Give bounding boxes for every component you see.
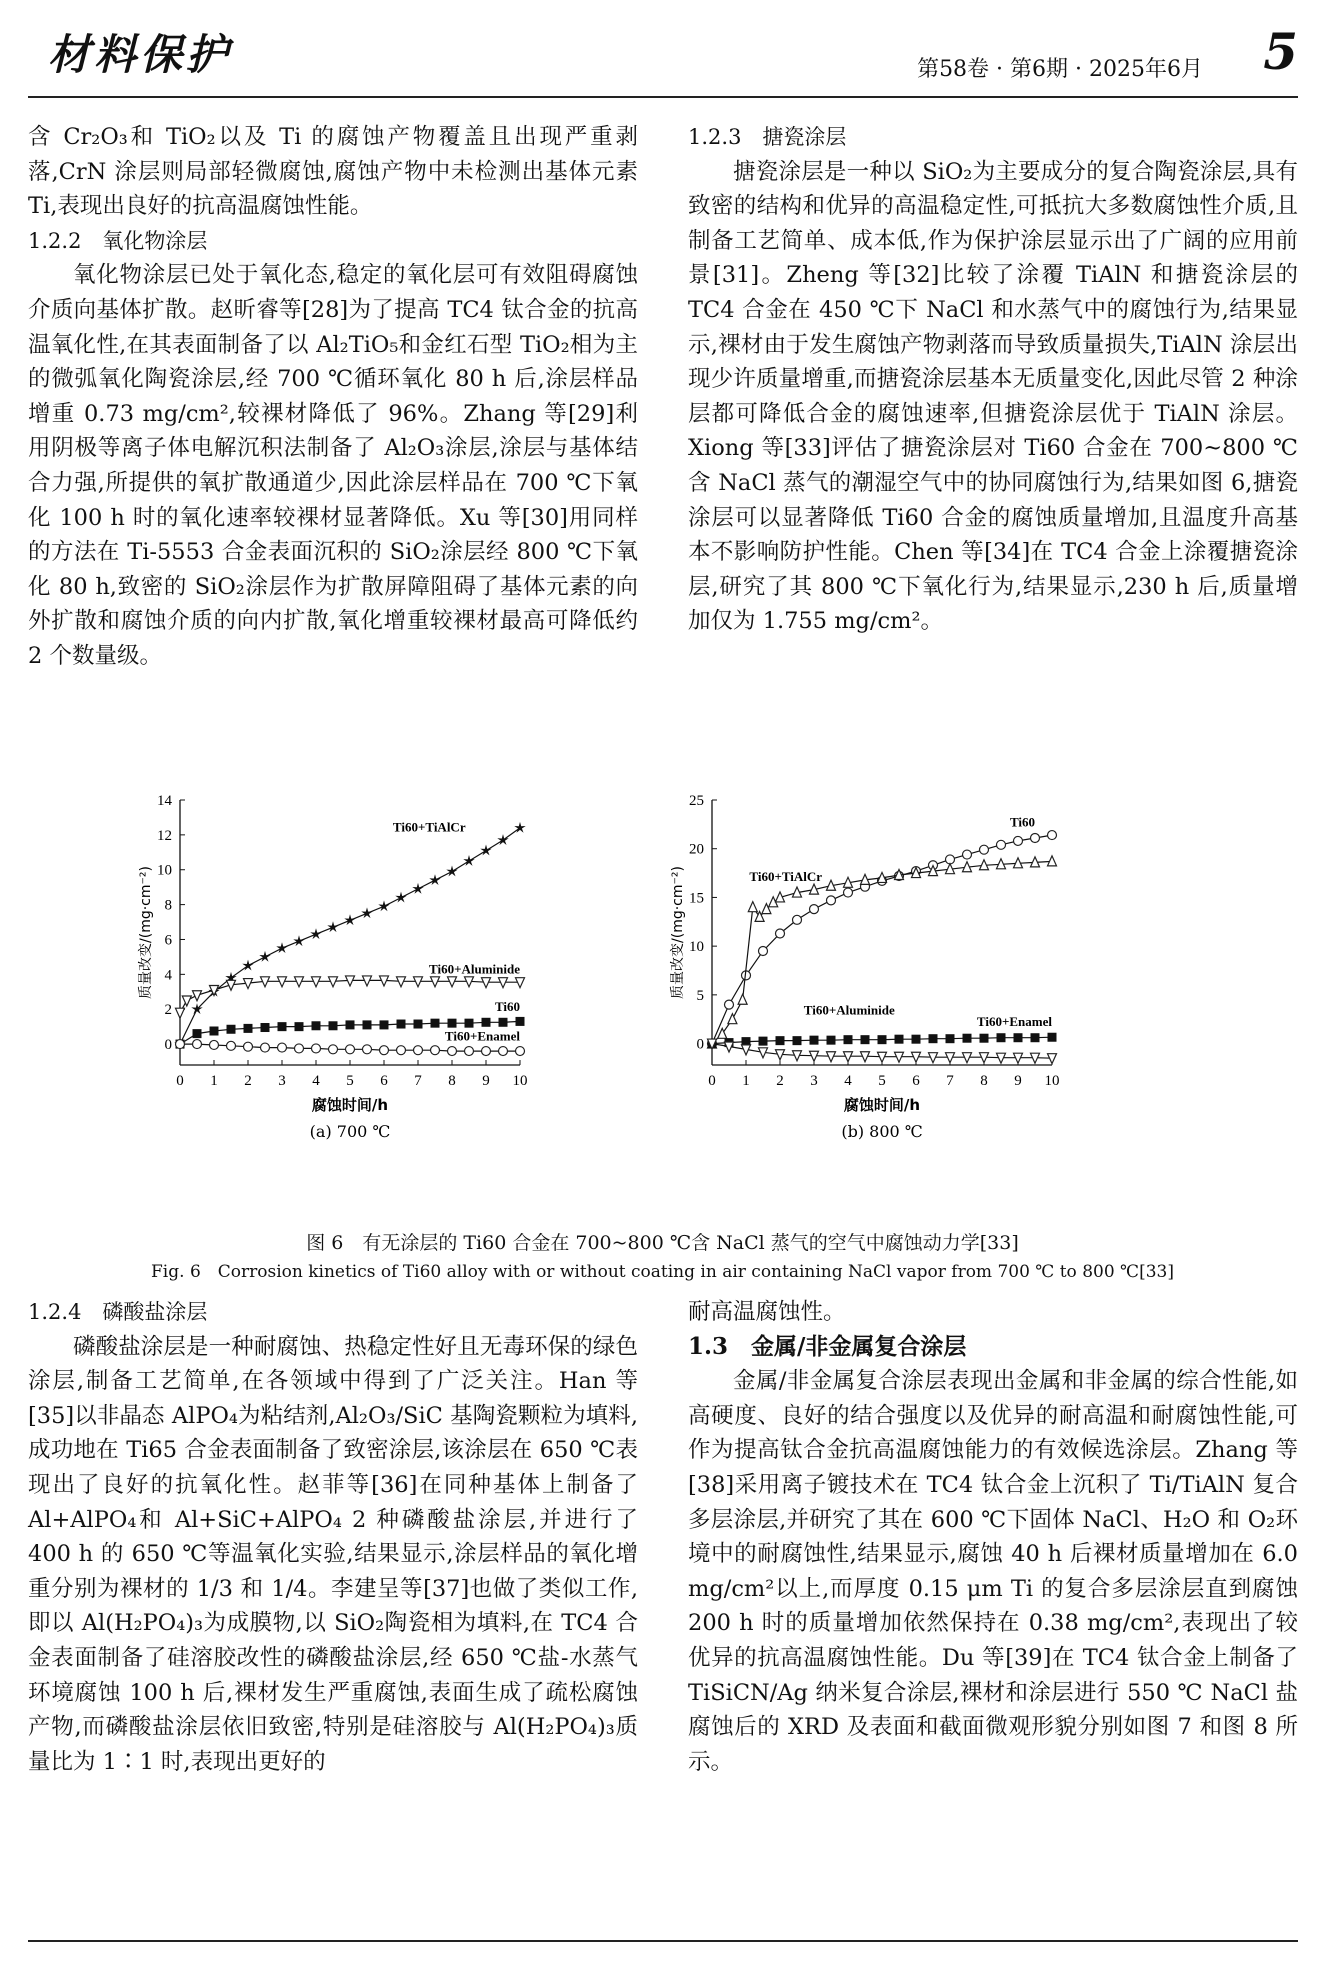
data-point bbox=[480, 845, 491, 856]
legend-label: Ti60+TiAlCr bbox=[749, 868, 823, 884]
data-point bbox=[912, 1035, 921, 1044]
x-tick-label: 9 bbox=[1014, 1073, 1022, 1089]
data-point bbox=[431, 1046, 440, 1055]
data-point bbox=[497, 834, 508, 845]
data-point bbox=[861, 1035, 870, 1044]
series-ti60-tialcr bbox=[174, 822, 525, 1049]
data-point bbox=[193, 1029, 202, 1038]
series-ti60-aluminide bbox=[176, 976, 525, 1018]
data-point bbox=[431, 1019, 440, 1028]
y-tick-label: 8 bbox=[164, 897, 172, 914]
y-axis-label: 质量改变/(mg·cm⁻²) bbox=[138, 866, 154, 999]
x-tick-label: 1 bbox=[210, 1073, 218, 1089]
data-point bbox=[278, 1022, 287, 1031]
data-point bbox=[244, 1042, 253, 1051]
data-point bbox=[327, 921, 338, 932]
data-point bbox=[844, 1035, 853, 1044]
data-point bbox=[1048, 856, 1057, 866]
paragraph: 金属/非金属复合涂层表现出金属和非金属的综合性能,如高硬度、良好的结合强度以及优异的耐高温和耐腐蚀性能,可作为提高钛合金抗高温腐蚀能力的有效候选涂层。Zhang 等[38]采用离子镀技术在 TC4 钛合金上沉积了 Ti/TiAlN 复合多层涂层,并研究了其在 600 ℃下固体 NaCl、H₂O 和 O₂环境中的耐腐蚀性,结果显示,腐蚀 40 h 后裸材质量增加在 6.0 mg/cm²以上,而厚度 0.15 μm Ti 的复合多层涂层直到腐蚀 200 h 时的质量增加依然保持在 0.38 mg/cm²,表现出了较优异的抗高温腐蚀性能。Du 等[39]在 TC4 钛合金上制备了 TiSiCN/Ag 纳米复合涂层,裸材和涂层进行 550 ℃ NaCl 盐腐蚀后的 XRD 及表面和截面微观形貌分别如图 7 和图 8 所示。 bbox=[688, 1368, 1298, 1775]
data-point bbox=[380, 1046, 389, 1055]
header-rule bbox=[28, 96, 1298, 98]
data-point bbox=[210, 1040, 219, 1049]
y-tick-label: 6 bbox=[164, 932, 172, 949]
data-point bbox=[810, 1036, 819, 1045]
section-heading: 1.2.4 磷酸盐涂层 bbox=[28, 1300, 208, 1324]
data-point bbox=[448, 1047, 457, 1056]
x-tick-label: 10 bbox=[512, 1073, 528, 1089]
x-tick-label: 7 bbox=[946, 1073, 954, 1089]
x-tick-label: 2 bbox=[776, 1073, 784, 1089]
data-point bbox=[310, 928, 321, 939]
y-tick-label: 12 bbox=[157, 827, 172, 844]
data-point bbox=[227, 1025, 236, 1034]
data-point bbox=[295, 1044, 304, 1053]
x-tick-label: 8 bbox=[448, 1073, 456, 1089]
x-tick-label: 3 bbox=[810, 1073, 818, 1089]
x-tick-label: 1 bbox=[742, 1073, 750, 1089]
data-point bbox=[499, 1047, 508, 1056]
data-point bbox=[963, 1034, 972, 1043]
legend-label: Ti60 bbox=[1009, 814, 1035, 830]
data-point bbox=[776, 1036, 785, 1045]
data-point bbox=[499, 1018, 508, 1027]
data-point bbox=[312, 1044, 321, 1053]
data-point bbox=[1031, 833, 1040, 842]
data-point bbox=[244, 1024, 253, 1033]
y-axis-label: 质量改变/(mg·cm⁻²) bbox=[670, 866, 686, 999]
data-point bbox=[878, 1035, 887, 1044]
data-point bbox=[397, 1046, 406, 1055]
x-tick-label: 9 bbox=[482, 1073, 490, 1089]
section-heading: 1.3 金属/非金属复合涂层 bbox=[688, 1332, 967, 1360]
data-point bbox=[329, 1045, 338, 1054]
data-point bbox=[276, 942, 287, 953]
data-point bbox=[259, 951, 270, 962]
y-tick-label: 25 bbox=[689, 793, 704, 809]
data-point bbox=[329, 1021, 338, 1030]
data-point bbox=[895, 1035, 904, 1044]
data-point bbox=[412, 883, 423, 894]
data-point bbox=[414, 1046, 423, 1055]
y-tick-label: 0 bbox=[164, 1037, 172, 1054]
chart-700c bbox=[138, 780, 650, 1220]
legend-label: Ti60+Enamel bbox=[444, 1028, 520, 1044]
legend-label: Ti60+Aluminide bbox=[803, 1002, 895, 1018]
page-header bbox=[28, 22, 1298, 92]
data-point bbox=[844, 888, 853, 897]
paragraph: 磷酸盐涂层是一种耐腐蚀、热稳定性好且无毒环保的绿色涂层,制备工艺简单,在各领域中得到了广泛关注。Han 等[35]以非晶态 AlPO₄为粘结剂,Al₂O₃/SiC 基陶瓷颗粒为填料,成功地在 Ti65 合金表面制备了致密涂层,该涂层在 650 ℃表现出了良好的抗氧化性。赵菲等[36]在同种基体上制备了 Al+AlPO₄和 Al+SiC+AlPO₄ 2 种磷酸盐涂层,并进行了 400 h 的 650 ℃等温氧化实验,结果显示,涂层样品的氧化增重分别为裸材的 1/3 和 1/4。李建呈等[37]也做了类似工作,即以 Al(H₂PO₄)₃为成膜物,以 SiO₂陶瓷相为填料,在 TC4 合金表面制备了硅溶胶改性的磷酸盐涂层,经 650 ℃盐-水蒸气环境腐蚀 100 h 后,裸材发生严重腐蚀,表面生成了疏松腐蚀产物,而磷酸盐涂层依旧致密,特别是硅溶胶与 Al(H₂PO₄)₃质量比为 1∶1 时,表现出更好的 bbox=[28, 1333, 638, 1775]
data-point bbox=[278, 1043, 287, 1052]
section-heading: 1.2.2 氧化物涂层 bbox=[28, 228, 208, 253]
paragraph: 耐高温腐蚀性。 bbox=[688, 1299, 846, 1325]
data-point bbox=[346, 1020, 355, 1029]
x-tick-label: 8 bbox=[980, 1073, 988, 1089]
y-tick-label: 0 bbox=[696, 1036, 704, 1053]
x-tick-label: 0 bbox=[176, 1073, 184, 1089]
data-point bbox=[293, 935, 304, 946]
data-point bbox=[397, 1020, 406, 1029]
data-point bbox=[980, 845, 989, 854]
data-point bbox=[516, 1047, 525, 1056]
data-point bbox=[261, 1023, 270, 1032]
data-point bbox=[378, 900, 389, 911]
paragraph: 氧化物涂层已处于氧化态,稳定的氧化层可有效阻碍腐蚀介质向基体扩散。赵昕睿等[28]为了提高 TC4 钛合金的抗高温氧化性,在其表面制备了以 Al₂TiO₅和金红石型 TiO₂相为主的微弧氧化陶瓷涂层,经 700 ℃循环氧化 80 h 后,涂层样品增重 0.73 mg/cm²,较裸材降低了 96%。Zhang 等[29]利用阴极等离子体电解沉积法制备了 Al₂O₃涂层,涂层与基体结合力强,所提供的氧扩散通道少,因此涂层样品在 700 ℃下氧化 100 h 时的氧化速率较裸材显著降低。Xu 等[30]用同样的方法在 Ti-5553 合金表面沉积的 SiO₂涂层经 800 ℃下氧化 80 h,致密的 SiO₂涂层作为扩散屏障阻碍了基体元素的向外扩散和腐蚀介质的向内扩散,氧化增重较裸材最高可降低约 2 个数量级。 bbox=[28, 262, 638, 669]
x-tick-label: 5 bbox=[878, 1073, 886, 1089]
data-point bbox=[793, 1036, 802, 1045]
data-point bbox=[448, 1019, 457, 1028]
chart-800c bbox=[670, 780, 1170, 1220]
y-tick-label: 14 bbox=[157, 793, 172, 809]
y-tick-label: 4 bbox=[164, 967, 172, 984]
legend-label: Ti60+Enamel bbox=[976, 1014, 1052, 1030]
y-tick-label: 15 bbox=[689, 890, 704, 907]
x-tick-label: 4 bbox=[312, 1073, 320, 1089]
data-point bbox=[380, 1020, 389, 1029]
left-column-top bbox=[28, 120, 638, 674]
data-point bbox=[361, 907, 372, 918]
data-point bbox=[793, 915, 802, 924]
y-tick-label: 10 bbox=[157, 862, 172, 879]
figure-6 bbox=[138, 780, 1175, 1260]
chart-title: (a) 700 ℃ bbox=[309, 1122, 391, 1141]
x-tick-label: 5 bbox=[346, 1073, 354, 1089]
y-tick-label: 10 bbox=[689, 939, 704, 956]
data-point bbox=[463, 855, 474, 866]
right-column-bottom bbox=[688, 1295, 1298, 1779]
data-point bbox=[759, 947, 768, 956]
data-point bbox=[210, 1027, 219, 1036]
paragraph: 搪瓷涂层是一种以 SiO₂为主要成分的复合陶瓷涂层,具有致密的结构和优异的高温稳定性,可抵抗大多数腐蚀性介质,且制备工艺简单、成本低,作为保护涂层显示出了广阔的应用前景[31]。Zheng 等[32]比较了涂覆 TiAlN 和搪瓷涂层的 TC4 合金在 450 ℃下 NaCl 和水蒸气中的腐蚀行为,结果显示,裸材由于发生腐蚀产物剥落而导致质量损失,TiAlN 涂层出现少许质量增重,而搪瓷涂层基本无质量变化,因此尽管 2 种涂层都可降低合金的腐蚀速率,但搪瓷涂层优于 TiAlN 涂层。Xiong 等[33]评估了搪瓷涂层对 Ti60 合金在 700~800 ℃含 NaCl 蒸气的潮湿空气中的协同腐蚀行为,结果如图 6,搪瓷涂层可以显著降低 Ti60 合金的腐蚀质量增加,且温度升高基本不影响防护性能。Chen 等[34]在 TC4 合金上涂覆搪瓷涂层,研究了其 800 ℃下氧化行为,结果显示,230 h 后,质量增加仅为 1.755 mg/cm²。 bbox=[688, 158, 1298, 635]
data-point bbox=[414, 1020, 423, 1029]
data-point bbox=[946, 1034, 955, 1043]
x-tick-label: 6 bbox=[912, 1073, 920, 1089]
data-point bbox=[465, 1047, 474, 1056]
data-point bbox=[446, 865, 457, 876]
data-point bbox=[182, 996, 191, 1006]
page-number: 5 bbox=[1263, 22, 1298, 81]
legend-label: Ti60+Aluminide bbox=[429, 961, 520, 977]
x-axis-label: 腐蚀时间/h bbox=[843, 1096, 921, 1114]
figure-caption-en: Fig. 6 Corrosion kinetics of Ti60 alloy with or without coating in air containing NaCl vapor from 700 ℃ to 800 ℃[33] bbox=[151, 1262, 1174, 1282]
data-point bbox=[929, 1034, 938, 1043]
x-tick-label: 0 bbox=[708, 1073, 716, 1089]
data-point bbox=[1048, 1033, 1057, 1042]
data-point bbox=[728, 1014, 737, 1024]
data-point bbox=[1031, 1033, 1040, 1042]
data-point bbox=[725, 1000, 734, 1009]
data-point bbox=[827, 1036, 836, 1045]
x-tick-label: 10 bbox=[1044, 1073, 1060, 1089]
data-point bbox=[312, 1021, 321, 1030]
legend-label: Ti60+TiAlCr bbox=[392, 819, 466, 835]
data-point bbox=[346, 1045, 355, 1054]
data-point bbox=[997, 1033, 1006, 1042]
data-point bbox=[363, 1045, 372, 1054]
data-point bbox=[395, 892, 406, 903]
footer-rule bbox=[28, 1940, 1298, 1942]
series-ti60-enamel bbox=[708, 1033, 1057, 1048]
data-point bbox=[1048, 831, 1057, 840]
section-heading: 1.2.3 搪瓷涂层 bbox=[688, 125, 847, 149]
right-column-top bbox=[688, 120, 1298, 639]
issue-info: 第58卷 · 第6期 · 2025年6月 bbox=[917, 57, 1203, 82]
y-tick-label: 2 bbox=[164, 1002, 172, 1019]
data-point bbox=[465, 1019, 474, 1028]
data-point bbox=[295, 1022, 304, 1031]
x-tick-label: 2 bbox=[244, 1073, 252, 1089]
data-point bbox=[261, 1043, 270, 1052]
data-point bbox=[997, 840, 1006, 849]
legend-label: Ti60 bbox=[494, 998, 520, 1014]
left-column-bottom bbox=[28, 1295, 638, 1779]
data-point bbox=[193, 1040, 202, 1049]
data-point bbox=[363, 1020, 372, 1029]
chart-title: (b) 800 ℃ bbox=[841, 1122, 923, 1141]
data-point bbox=[482, 1047, 491, 1056]
data-point bbox=[748, 902, 757, 912]
x-tick-label: 4 bbox=[844, 1073, 852, 1089]
data-point bbox=[1014, 1033, 1023, 1042]
data-point bbox=[980, 1034, 989, 1043]
data-point bbox=[963, 850, 972, 859]
x-axis-label: 腐蚀时间/h bbox=[311, 1096, 389, 1114]
data-point bbox=[1014, 836, 1023, 845]
figure-caption-cn: 图 6 有无涂层的 Ti60 合金在 700~800 ℃含 NaCl 蒸气的空气中腐蚀动力学[33] bbox=[306, 1232, 1019, 1254]
y-tick-label: 20 bbox=[689, 841, 704, 858]
journal-title: 材料保护 bbox=[48, 30, 233, 79]
data-point bbox=[227, 1041, 236, 1050]
data-point bbox=[738, 994, 747, 1004]
data-point bbox=[176, 1040, 185, 1049]
data-point bbox=[193, 991, 202, 1001]
data-point bbox=[429, 874, 440, 885]
x-tick-label: 3 bbox=[278, 1073, 286, 1089]
data-point bbox=[759, 1037, 768, 1046]
y-tick-label: 5 bbox=[696, 987, 704, 1004]
data-point bbox=[516, 1017, 525, 1026]
data-point bbox=[810, 905, 819, 914]
data-point bbox=[176, 1008, 185, 1018]
x-tick-label: 6 bbox=[380, 1073, 388, 1089]
paragraph: 含 Cr₂O₃和 TiO₂以及 Ti 的腐蚀产物覆盖且出现严重剥落,CrN 涂层则局部轻微腐蚀,腐蚀产物中未检测出基体元素 Ti,表现出良好的抗高温腐蚀性能。 bbox=[28, 124, 638, 220]
data-point bbox=[776, 929, 785, 938]
data-point bbox=[482, 1018, 491, 1027]
data-point bbox=[344, 914, 355, 925]
x-tick-label: 7 bbox=[414, 1073, 422, 1089]
data-point bbox=[827, 896, 836, 905]
